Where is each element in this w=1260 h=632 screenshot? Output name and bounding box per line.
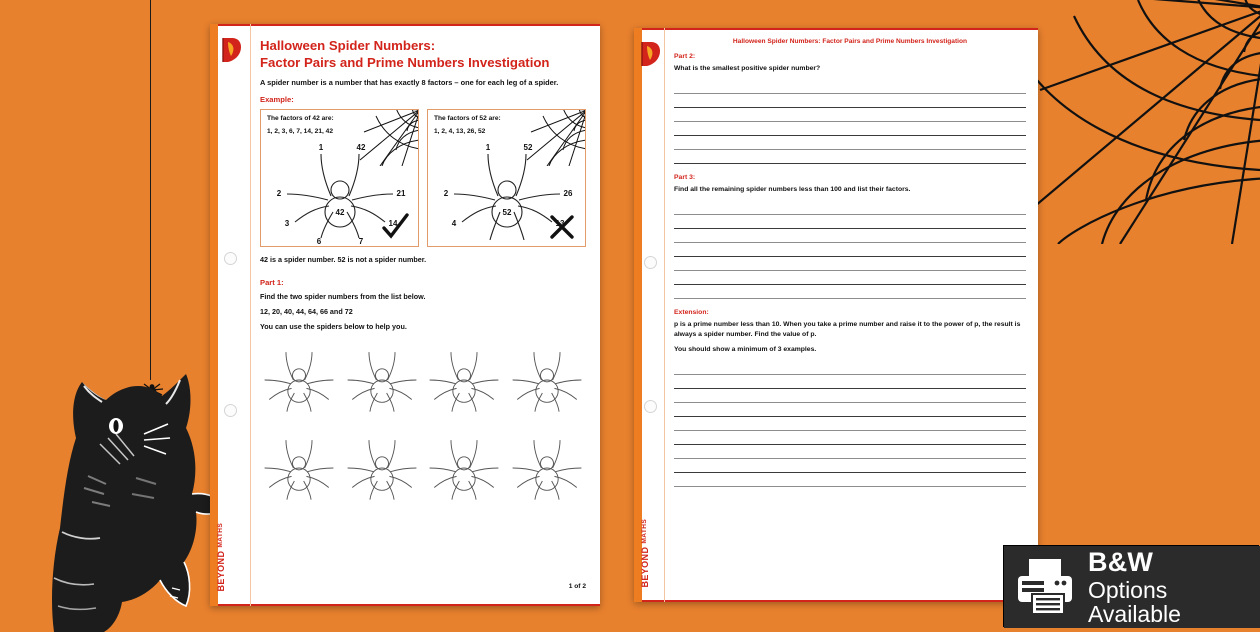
part-1-number-list: 12, 20, 40, 44, 64, 66 and 72 [260, 307, 353, 317]
binder-hole [224, 252, 237, 265]
part-2-block [674, 53, 1026, 164]
blank-spider-cell[interactable] [508, 345, 587, 423]
leg-label: 7 [358, 237, 363, 245]
blank-spider-icon [342, 433, 422, 503]
page-spine [210, 24, 218, 606]
binder-hole [224, 404, 237, 417]
answer-line[interactable] [674, 473, 1026, 487]
blank-spider-icon [507, 433, 587, 503]
bw-badge-subtitle: Options Available [1088, 576, 1181, 627]
part-1-block [260, 278, 586, 331]
part-2-heading: Part 2: [674, 53, 696, 60]
answer-line[interactable] [674, 108, 1026, 122]
blank-spider-cell[interactable] [508, 433, 587, 511]
answer-line[interactable] [674, 403, 1026, 417]
extension-question: p is a prime number less than 10. When you take a prime number and raise it to the power of p, the result is always a spider number. Find the value of p. [674, 320, 1021, 338]
page-bottom-rule [210, 604, 600, 606]
part-3-block [674, 174, 1026, 299]
brand-sub: MATHS [641, 519, 648, 545]
page-top-rule [210, 24, 600, 26]
answer-line[interactable] [674, 389, 1026, 403]
answer-line[interactable] [674, 445, 1026, 459]
answer-line[interactable] [674, 431, 1026, 445]
blank-spider-cell[interactable] [425, 345, 504, 423]
brand-sub: MATHS [217, 523, 224, 549]
example-factors: 1, 2, 3, 6, 7, 14, 21, 42 [267, 128, 333, 136]
answer-line[interactable] [674, 361, 1026, 375]
printer-icon [1018, 558, 1078, 616]
answer-line[interactable] [674, 243, 1026, 257]
example-caption: 42 is a spider number. 52 is not a spider number. [260, 255, 427, 265]
leg-label: 21 [396, 189, 405, 199]
part-1-line-3: You can use the spiders below to help you. [260, 322, 407, 332]
leg-label: 1 [485, 143, 490, 153]
bw-badge-text [1088, 548, 1260, 626]
answer-line[interactable] [674, 417, 1026, 431]
leg-label: 3 [284, 219, 289, 229]
bw-options-badge[interactable] [1004, 546, 1260, 628]
blank-spider-icon [424, 433, 504, 503]
extension-heading: Extension: [674, 308, 709, 316]
brand-vertical [636, 519, 672, 588]
answer-line[interactable] [674, 150, 1026, 164]
spider-thread [150, 0, 151, 380]
blank-spider-cell[interactable] [343, 433, 422, 511]
answer-line[interactable] [674, 201, 1026, 215]
page-top-rule [634, 28, 1038, 30]
beyond-logo [638, 40, 662, 68]
answer-line[interactable] [674, 136, 1026, 150]
leg-label: 42 [356, 143, 365, 153]
example-box-52 [427, 109, 586, 247]
example-row [260, 109, 586, 247]
body-label: 42 [335, 208, 344, 218]
leg-label: 2 [276, 189, 281, 199]
title-line-1: Halloween Spider Numbers: [260, 38, 436, 53]
page-title [260, 38, 586, 71]
brand-main: BEYOND [640, 547, 650, 588]
example-heading: Example: [260, 95, 294, 105]
leg-label: 4 [451, 219, 456, 229]
blank-spider-cell[interactable] [260, 345, 339, 423]
blank-spider-cell[interactable] [260, 433, 339, 511]
answer-line[interactable] [674, 375, 1026, 389]
blank-spider-icon [507, 345, 587, 415]
body-label: 52 [502, 208, 511, 218]
answer-line[interactable] [674, 215, 1026, 229]
extension-block [674, 309, 1026, 488]
blank-spider-icon [342, 345, 422, 415]
answer-line[interactable] [674, 94, 1026, 108]
leg-label: 1 [318, 143, 323, 153]
leg-label: 26 [563, 189, 572, 199]
example-box-42 [260, 109, 419, 247]
answer-line[interactable] [674, 271, 1026, 285]
blank-spider-cell[interactable] [425, 433, 504, 511]
worksheet-page-2[interactable] [634, 28, 1038, 602]
part-2-question: What is the smallest positive spider number? [674, 65, 821, 72]
part-1-line-1: Find the two spider numbers from the list below. [260, 292, 426, 302]
extension-note: You should show a minimum of 3 examples. [674, 346, 817, 354]
part-1-heading: Part 1: [260, 278, 284, 288]
leg-label: 6 [316, 237, 321, 245]
binder-hole [644, 256, 657, 269]
cross-icon [547, 212, 577, 242]
answer-line[interactable] [674, 122, 1026, 136]
page-spine [634, 28, 642, 602]
answer-line[interactable] [674, 229, 1026, 243]
brand-vertical [212, 523, 248, 592]
answer-line[interactable] [674, 80, 1026, 94]
binder-hole [644, 400, 657, 413]
part-3-answer-lines[interactable] [674, 201, 1026, 299]
leg-label: 2 [443, 189, 448, 199]
page-bottom-rule [634, 600, 1038, 602]
answer-line[interactable] [674, 459, 1026, 473]
extension-answer-lines[interactable] [674, 361, 1026, 487]
beyond-logo [219, 36, 243, 64]
answer-line[interactable] [674, 257, 1026, 271]
example-factors: 1, 2, 4, 13, 26, 52 [434, 128, 486, 136]
tick-icon [380, 212, 410, 242]
bw-badge-title: B&W [1088, 547, 1154, 578]
blank-spider-grid [260, 345, 586, 511]
title-line-2: Factor Pairs and Prime Numbers Investigation [260, 54, 550, 70]
part-3-question: Find all the remaining spider numbers less than 100 and list their factors. [674, 185, 911, 193]
definition-text: A spider number is a number that has exactly 8 factors – one for each leg of a spider. [260, 78, 559, 88]
blank-spider-icon [259, 345, 339, 415]
example-label: The factors of 42 are: [267, 115, 334, 123]
leg-label: 14 [388, 219, 397, 229]
black-cat-illustration [40, 352, 230, 632]
blank-spider-cell[interactable] [343, 345, 422, 423]
brand-main: BEYOND [216, 551, 226, 592]
worksheet-page-1[interactable] [210, 24, 600, 606]
leg-label: 13 [555, 219, 564, 229]
page-number: 1 of 2 [568, 583, 586, 590]
example-label: The factors of 52 are: [434, 115, 501, 123]
leg-label: 52 [523, 143, 532, 153]
spine-divider [664, 28, 665, 602]
answer-line[interactable] [674, 285, 1026, 299]
blank-spider-icon [424, 345, 504, 415]
part-3-heading: Part 3: [674, 173, 696, 181]
part-2-answer-lines[interactable] [674, 80, 1026, 164]
blank-spider-icon [259, 433, 339, 503]
page-2-header: Halloween Spider Numbers: Factor Pairs and Prime Numbers Investigation [732, 38, 968, 45]
spine-divider [250, 24, 251, 606]
